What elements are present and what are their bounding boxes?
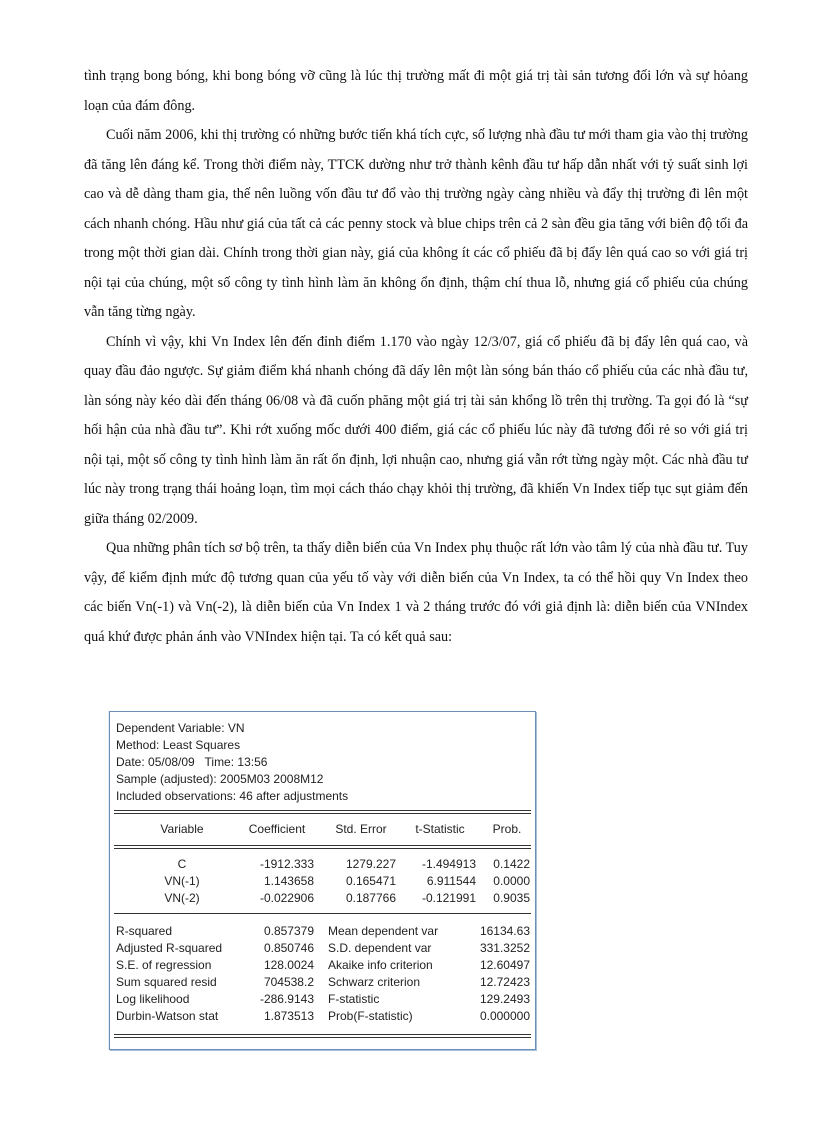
stat-label: Mean dependent var — [328, 924, 439, 938]
stat-value: 12.60497 — [479, 958, 530, 972]
col-coefficient: Coefficient — [248, 822, 306, 836]
stat-label: Akaike info criterion — [328, 958, 433, 972]
coefficient-value: -1912.333 — [259, 857, 314, 871]
t-statistic-value: -1.494913 — [421, 857, 476, 871]
variable-name: VN(-2) — [164, 891, 200, 905]
prob-value: 0.0000 — [493, 874, 530, 888]
paragraph-1: tình trạng bong bóng, khi bong bóng vỡ cũng là lúc thị trường mất đi một giá trị tài sản tương đối lớn và sự hỏang loạn của đám đông. — [84, 68, 748, 114]
stat-value: 0.000000 — [479, 1009, 530, 1023]
t-statistic-value: 6.911544 — [426, 874, 476, 888]
regression-output-table — [109, 711, 536, 1050]
divider — [114, 848, 531, 849]
stat-label: Schwarz criterion — [328, 975, 421, 989]
stat-row — [114, 1008, 531, 1025]
header-method: Method: Least Squares — [116, 737, 241, 752]
divider — [114, 810, 531, 811]
stat-label: Sum squared resid — [116, 975, 217, 989]
coefficient-value: -0.022906 — [259, 891, 314, 905]
stat-label: F-statistic — [328, 992, 380, 1006]
stat-label: S.D. dependent var — [328, 941, 432, 955]
stat-value: -286.9143 — [259, 992, 314, 1006]
std-error-value: 1279.227 — [345, 857, 396, 871]
prob-value: 0.1422 — [493, 857, 530, 871]
divider — [114, 1034, 531, 1035]
variable-name: VN(-1) — [164, 874, 200, 888]
std-error-value: 0.187766 — [345, 891, 396, 905]
header-date-time: Date: 05/08/09 Time: 13:56 — [116, 754, 268, 769]
stat-row — [114, 957, 531, 974]
regression-header — [116, 720, 348, 805]
stat-value: 1.873513 — [263, 1009, 314, 1023]
variable-name: C — [177, 857, 187, 871]
table-row — [114, 856, 531, 873]
paragraph-4: Qua những phân tích sơ bộ trên, ta thấy diễn biến của Vn Index phụ thuộc rất lớn vào tâm lý của nhà đầu tư. Tuy vậy, để kiểm định mức độ tương quan của yếu tố vày với diễn biến của Vn Index, ta có thể hồi quy Vn Index theo các biến Vn(-1) và Vn(-2), là diễn biến của Vn Index 1 và 2 tháng trước đó với giả định là: diễn biến của VNIndex quá khứ được phản ánh vào VNIndex hiện tại. Ta có kết quả sau: — [84, 540, 748, 645]
stat-label: Log likelihood — [116, 992, 190, 1006]
stat-value: 129.2493 — [479, 992, 530, 1006]
stat-value: 0.850746 — [263, 941, 314, 955]
stat-value: 16134.63 — [479, 924, 530, 938]
t-statistic-value: -0.121991 — [421, 891, 476, 905]
header-sample: Sample (adjusted): 2005M03 2008M12 — [116, 771, 324, 786]
paragraph-3: Chính vì vậy, khi Vn Index lên đến đỉnh điểm 1.170 vào ngày 12/3/07, giá cổ phiếu đã bị đẩy lên quá cao, và quay đầu đảo ngược. Sự giảm điểm khá nhanh chóng đã dấy lên một làn sóng bán tháo cổ phiếu của các nhà đầu tư, làn sóng này kéo dài đến tháng 06/08 và đã cuốn phăng một giá trị tài sản khổng lồ trên thị trường. Ta gọi đó là “sự hối hận của nhà đầu tư”. Khi rớt xuống mốc dưới 400 điểm, giá các cổ phiếu lúc này đã tương đối rẻ so với giá trị nội tại, một số công ty tình hình làm ăn rất ổn định, lợi nhuận cao, nhưng giá vẫn rớt từng ngày một. Các nhà đầu tư lúc này trong trạng thái hoảng loạn, tìm mọi cách tháo chạy khỏi thị trường, đã khiến Vn Index tiếp tục sụt giảm đến giữa tháng 02/2009. — [84, 333, 748, 527]
column-header-row — [114, 821, 531, 838]
col-prob: Prob. — [492, 822, 522, 836]
stat-label: R-squared — [116, 924, 173, 938]
header-observations: Included observations: 46 after adjustments — [116, 788, 349, 803]
table-row — [114, 890, 531, 907]
stat-row — [114, 974, 531, 991]
stat-value: 331.3252 — [479, 941, 530, 955]
divider — [114, 813, 531, 814]
stat-value: 0.857379 — [263, 924, 314, 938]
stat-label: S.E. of regression — [116, 958, 212, 972]
paragraph-2: Cuối năm 2006, khi thị trường có những bước tiến khá tích cực, số lượng nhà đầu tư mới tham gia vào thị trường đã tăng lên đáng kể. Trong thời điểm này, TTCK dường như trở thành kênh đầu tư hấp dẫn nhất với tỷ suất sinh lợi cao và dễ dàng tham gia, thế nên luồng vốn đầu tư đổ vào thị trường ngày càng nhiều và đẩy thị trường đi lên một cách nhanh chóng. Hầu như giá của tất cả các penny stock và blue chips trên cả 2 sàn đều gia tăng với biên độ tối đa trong một thời gian dài. Chính trong thời gian này, giá của không ít các cổ phiếu đã bị đẩy lên quá cao so với giá trị nội tại của chúng, một số công ty tình hình làm ăn không ổn định, thậm chí thua lỗ, nhưng giá cổ phiếu của chúng vẫn tăng từng ngày. — [84, 127, 748, 320]
stat-label: Prob(F-statistic) — [328, 1009, 413, 1023]
col-std-error: Std. Error — [335, 822, 387, 836]
col-t-statistic: t-Statistic — [415, 822, 465, 836]
divider — [114, 1037, 531, 1038]
divider — [114, 845, 531, 846]
stat-label: Durbin-Watson stat — [116, 1009, 219, 1023]
stat-row — [114, 923, 531, 940]
header-dependent-variable: Dependent Variable: VN — [116, 721, 245, 735]
document-body — [84, 62, 748, 652]
stat-row — [114, 940, 531, 957]
prob-value: 0.9035 — [493, 891, 530, 905]
coefficient-value: 1.143658 — [263, 874, 314, 888]
summary-statistics — [114, 923, 531, 1025]
stat-row — [114, 991, 531, 1008]
coefficient-rows — [114, 856, 531, 907]
table-row — [114, 873, 531, 890]
std-error-value: 0.165471 — [345, 874, 396, 888]
stat-value: 704538.2 — [263, 975, 314, 989]
col-variable: Variable — [160, 822, 204, 836]
stat-label: Adjusted R-squared — [116, 941, 223, 955]
stat-value: 128.0024 — [263, 958, 314, 972]
stat-value: 12.72423 — [479, 975, 530, 989]
divider — [114, 913, 531, 914]
